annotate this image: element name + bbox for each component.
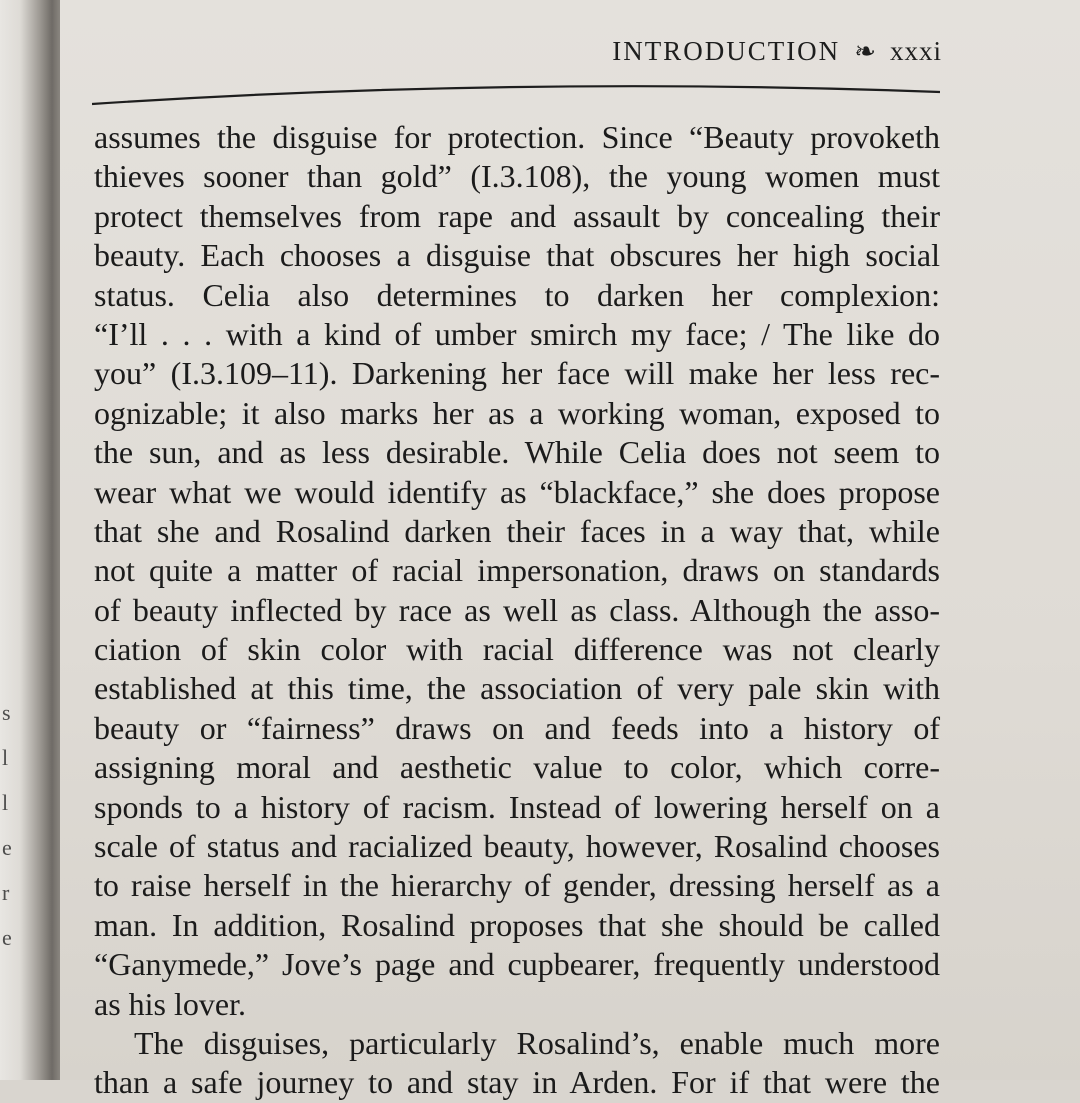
margin-letter: r: [2, 880, 10, 905]
page-number: xxxi: [889, 36, 942, 66]
text-line: ognizable; it also marks her as a working woman, exposed to: [94, 394, 940, 431]
margin-letter: l: [2, 745, 9, 770]
running-header-title: INTRODUCTION: [612, 36, 841, 66]
body-text: [94, 118, 940, 1103]
text-line: assumes the disguise for protection. Since “Beauty provoketh: [94, 119, 940, 155]
running-header: [612, 36, 942, 67]
adjacent-page-letters: [2, 690, 18, 960]
text-line: assigning moral and aesthetic value to color, which corre-: [94, 749, 940, 786]
text-line: thieves sooner than gold” (I.3.108), the young women must: [94, 158, 940, 195]
margin-letter: e: [2, 835, 12, 860]
adjacent-page-edge: [0, 0, 60, 1080]
text-line: sponds to a history of racism. Instead of lowering herself on a: [94, 788, 940, 825]
text-line: protect themselves from rape and assault by concealing their: [94, 197, 940, 234]
text-line: of beauty inflected by race as well as class. Although the asso-: [94, 591, 940, 628]
text-line: not quite a matter of racial impersonation, draws on standards: [94, 552, 940, 589]
text-line: the sun, and as less desirable. While Celia does not seem to: [94, 434, 940, 471]
text-line: “Ganymede,” Jove’s page and cupbearer, frequently understood: [94, 946, 940, 983]
text-line: wear what we would identify as “blackface,” she does propose: [94, 473, 940, 510]
text-line: scale of status and racialized beauty, however, Rosalind chooses: [94, 828, 940, 865]
margin-letter: e: [2, 925, 12, 950]
header-rule: [92, 80, 940, 106]
text-line: established at this time, the association of very pale skin with: [94, 670, 940, 707]
text-line: status. Celia also determines to darken her complexion:: [94, 276, 940, 313]
text-line-paragraph-end: as his lover.: [94, 985, 246, 1022]
fleuron-icon: ❧: [854, 36, 876, 66]
margin-letter: l: [2, 790, 9, 815]
text-line: you” (I.3.109–11). Darkening her face will make her less rec-: [94, 355, 940, 392]
text-line: ciation of skin color with racial difference was not clearly: [94, 631, 940, 668]
text-line: “I’ll . . . with a kind of umber smirch my face; / The like do: [94, 315, 940, 352]
text-line: beauty or “fairness” draws on and feeds into a history of: [94, 709, 940, 746]
margin-letter: s: [2, 700, 11, 725]
text-line-paragraph-start: The disguises, particularly Rosalind’s, enable much more: [134, 1024, 940, 1061]
text-line: than a safe journey to and stay in Arden. For if that were the: [94, 1064, 940, 1101]
text-line: that she and Rosalind darken their faces in a way that, while: [94, 512, 940, 549]
text-line: beauty. Each chooses a disguise that obscures her high social: [94, 237, 940, 274]
text-line: man. In addition, Rosalind proposes that she should be called: [94, 906, 940, 943]
text-line: to raise herself in the hierarchy of gender, dressing herself as a: [94, 867, 940, 904]
